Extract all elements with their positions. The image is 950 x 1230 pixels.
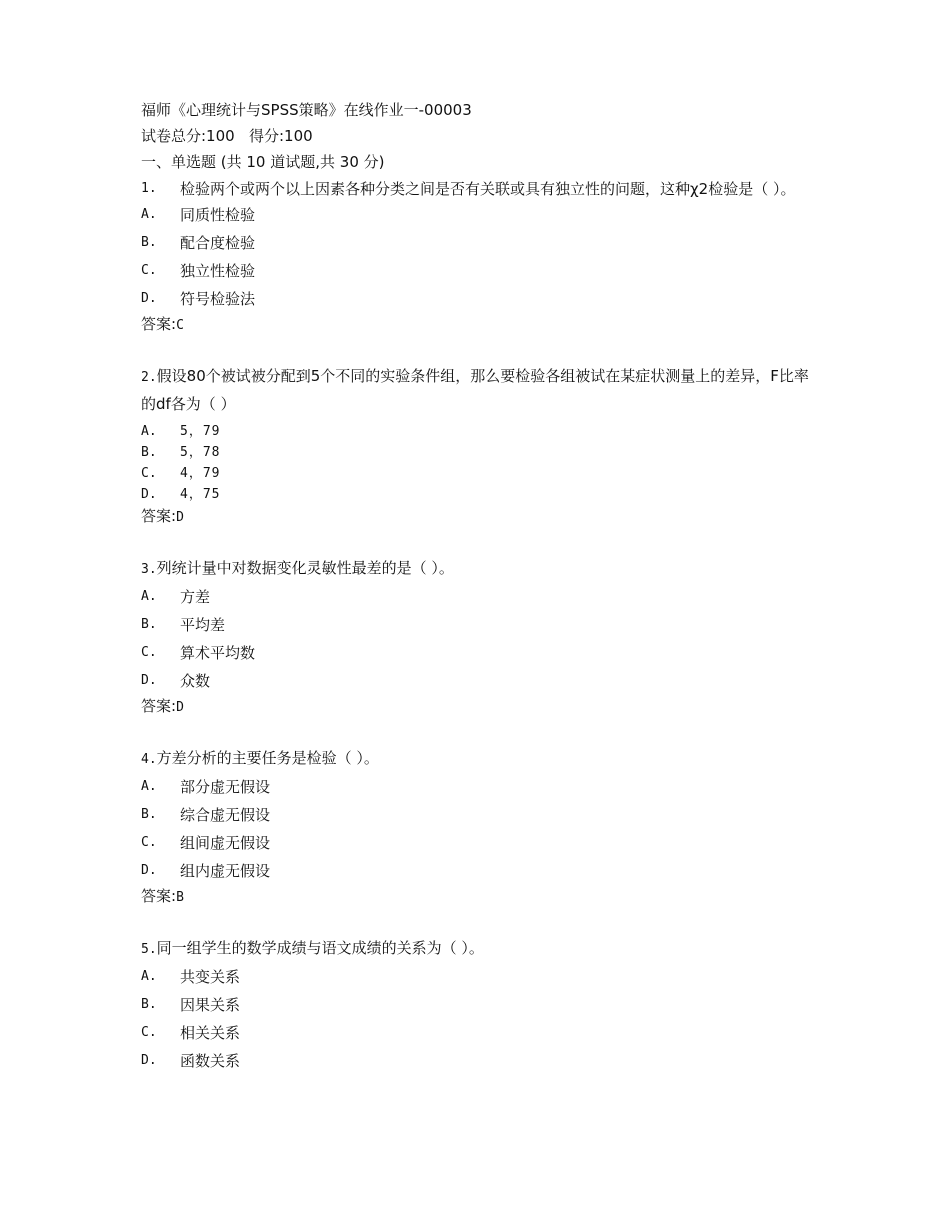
option-text: 4，79 <box>180 466 221 481</box>
option-d <box>141 484 821 505</box>
option-key: A. <box>141 969 157 984</box>
option-text: 因果关系 <box>180 996 241 1014</box>
question-text: 检验两个或两个以上因素各种分类之间是否有关联或具有独立性的问题，这种χ2检验是（ ）。 <box>180 180 796 198</box>
answer-line <box>141 695 821 719</box>
option-c <box>141 257 821 285</box>
question-2 <box>141 363 821 417</box>
option-key: B. <box>141 235 157 250</box>
option-text: 4，75 <box>180 487 221 502</box>
option-text: 同质性检验 <box>180 206 256 224</box>
option-b <box>141 801 821 829</box>
question-number: 1. <box>141 181 157 196</box>
question-number: 4. <box>141 752 157 767</box>
option-key: A. <box>141 589 157 604</box>
score-line: 试卷总分:100 得分:100 <box>141 127 313 145</box>
option-key: D. <box>141 863 157 878</box>
option-b <box>141 611 821 639</box>
answer-label: 答案: <box>141 887 177 905</box>
question-5 <box>141 935 821 963</box>
question-text: 列统计量中对数据变化灵敏性最差的是（ ）。 <box>156 559 454 577</box>
question-5-options <box>141 963 821 1075</box>
option-key: C. <box>141 835 157 850</box>
question-2-options <box>141 421 821 505</box>
option-text: 众数 <box>180 672 211 690</box>
option-d <box>141 1047 821 1075</box>
question-number: 2. <box>141 370 157 385</box>
option-d <box>141 857 821 885</box>
answer-label: 答案: <box>141 697 177 715</box>
option-c <box>141 463 821 484</box>
option-a <box>141 773 821 801</box>
question-4 <box>141 745 821 773</box>
answer-value: B <box>176 890 184 905</box>
question-3 <box>141 555 821 583</box>
question-1-options <box>141 201 821 313</box>
option-text: 组间虚无假设 <box>180 834 271 852</box>
option-key: B. <box>141 807 157 822</box>
option-text: 相关关系 <box>180 1024 241 1042</box>
option-text: 部分虚无假设 <box>180 778 271 796</box>
answer-line <box>141 885 821 909</box>
option-text: 5，78 <box>180 445 221 460</box>
option-text: 方差 <box>180 588 211 606</box>
question-number: 3. <box>141 562 157 577</box>
option-c <box>141 829 821 857</box>
document-title: 福师《心理统计与SPSS策略》在线作业一-00003 <box>141 101 472 119</box>
option-text: 符号检验法 <box>180 290 256 308</box>
question-4-options <box>141 773 821 885</box>
option-key: D. <box>141 291 157 306</box>
question-text: 假设80个被试被分配到5个不同的实验条件组，那么要检验各组被试在某症状测量上的差异，F比率的df各为（ ） <box>141 367 809 413</box>
answer-value: D <box>176 700 184 715</box>
option-text: 共变关系 <box>180 968 241 986</box>
answer-line <box>141 505 821 529</box>
option-text: 独立性检验 <box>180 262 256 280</box>
option-key: B. <box>141 617 157 632</box>
option-text: 平均差 <box>180 616 226 634</box>
option-text: 综合虚无假设 <box>180 806 271 824</box>
question-number: 5. <box>141 942 157 957</box>
option-d <box>141 667 821 695</box>
option-text: 函数关系 <box>180 1052 241 1070</box>
option-b <box>141 229 821 257</box>
question-3-options <box>141 583 821 695</box>
answer-line <box>141 313 821 337</box>
question-1 <box>141 177 821 201</box>
question-text: 方差分析的主要任务是检验（ ）。 <box>156 749 379 767</box>
option-text: 配合度检验 <box>180 234 256 252</box>
option-key: B. <box>141 445 157 460</box>
section-heading: 一、单选题 (共 10 道试题,共 30 分) <box>141 153 385 171</box>
option-key: C. <box>141 1025 157 1040</box>
option-key: C. <box>141 645 157 660</box>
option-c <box>141 639 821 667</box>
option-key: D. <box>141 1053 157 1068</box>
option-text: 组内虚无假设 <box>180 862 271 880</box>
question-text: 同一组学生的数学成绩与语文成绩的关系为（ ）。 <box>156 939 484 957</box>
option-key: B. <box>141 997 157 1012</box>
option-key: A. <box>141 424 157 439</box>
option-a <box>141 201 821 229</box>
option-a <box>141 421 821 442</box>
option-text: 5，79 <box>180 424 221 439</box>
answer-label: 答案: <box>141 315 177 333</box>
answer-value: D <box>176 510 184 525</box>
option-text: 算术平均数 <box>180 644 256 662</box>
answer-label: 答案: <box>141 507 177 525</box>
document-page <box>141 97 821 1075</box>
option-key: A. <box>141 207 157 222</box>
option-c <box>141 1019 821 1047</box>
option-key: D. <box>141 673 157 688</box>
option-a <box>141 963 821 991</box>
option-key: C. <box>141 466 157 481</box>
option-b <box>141 991 821 1019</box>
option-b <box>141 442 821 463</box>
option-key: A. <box>141 779 157 794</box>
option-key: C. <box>141 263 157 278</box>
answer-value: C <box>176 318 184 333</box>
option-key: D. <box>141 487 157 502</box>
option-d <box>141 285 821 313</box>
option-a <box>141 583 821 611</box>
